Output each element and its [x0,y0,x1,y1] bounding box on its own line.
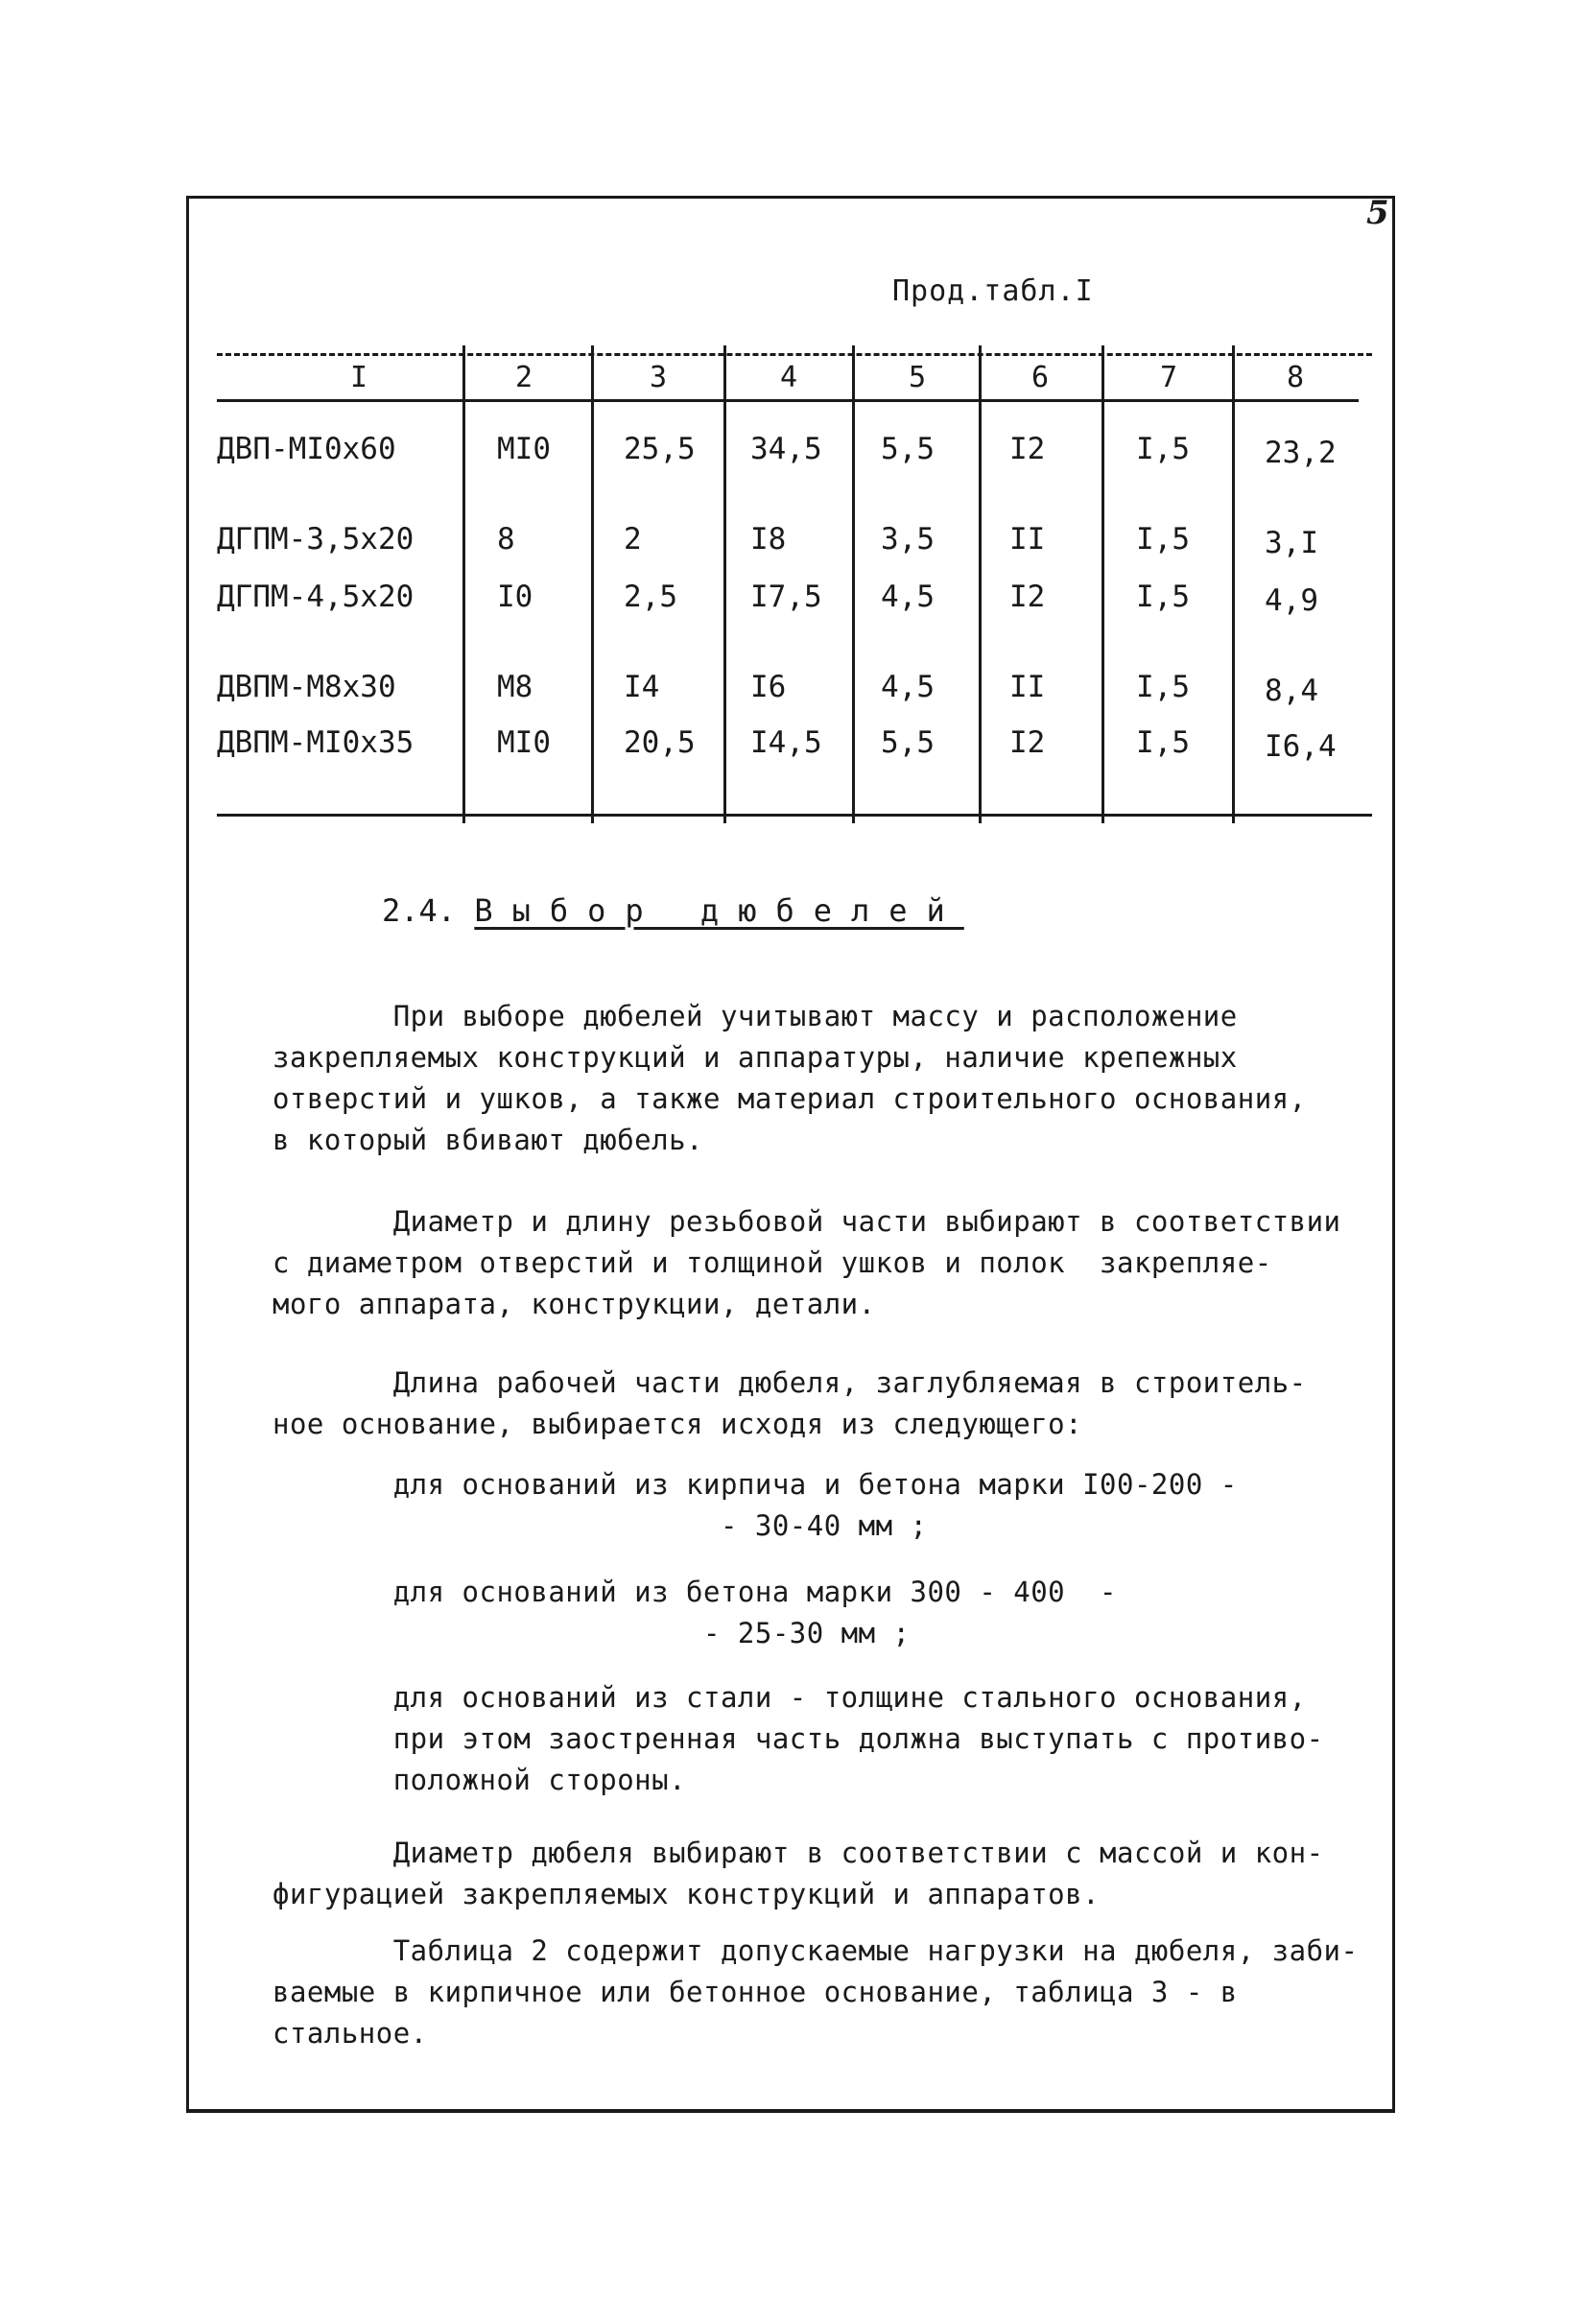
table-cell: I,5 [1136,725,1190,760]
table-cell: I0 [497,580,533,614]
header-rule [217,399,1359,402]
table-top-rule [217,353,1372,356]
table-cell: I,5 [1136,580,1190,614]
table-cell: 4,5 [881,670,935,704]
table-cell: 3,I [1265,526,1318,560]
section-number: 2.4. [382,892,457,929]
header-cell: 6 [1030,361,1050,394]
col-sep [723,345,726,823]
table-cell: 34,5 [750,432,822,466]
table-cell: I7,5 [750,580,822,614]
table-cell: II [1009,522,1046,557]
paragraph: Таблица 2 содержит допускаемые нагрузки на дюбеля, заби- ваемые в кирпичное или бетонное основание, таблица 3 - в стальное. [272,1934,1359,2050]
table-cell: 5,5 [881,725,935,760]
table-cell: I2 [1009,580,1046,614]
header-cell: 8 [1286,361,1305,394]
page-number: 5 [1366,194,1389,232]
paragraph: для оснований из стали - толщине стального основания, при этом заостренная часть должна выступать с противо- положной стороны. [392,1681,1324,1796]
paragraph: Диаметр и длину резьбовой части выбирают в соответствии с диаметром отверстий и толщиной ушков и полок закрепляе- мого аппарата, конструкции, детали. [272,1205,1341,1320]
paragraph: для оснований из бетона марки 300 - 400 - - 25-30 мм ; [392,1576,1118,1649]
table-cell: 2,5 [624,580,677,614]
header-cell: 2 [514,361,533,394]
table-cell: 2 [624,522,642,557]
table-cell: ДВПМ-М8х30 [217,670,396,704]
table-cell: ДВПМ-МI0х35 [217,725,415,760]
table-cell: I,5 [1136,522,1190,557]
table-caption: Прод.табл.I [892,274,1094,308]
paragraph: для оснований из кирпича и бетона марки I00-200 - - 30-40 мм ; [392,1468,1238,1542]
table-cell: 23,2 [1265,436,1337,470]
table-cell: 20,5 [624,725,696,760]
table-cell: 8,4 [1265,674,1318,708]
table-cell: ДВП-МI0х60 [217,432,396,466]
table-cell: I8 [750,522,787,557]
col-sep [591,345,594,823]
table-cell: 3,5 [881,522,935,557]
col-sep [1101,345,1104,823]
table-cell: I,5 [1136,670,1190,704]
table-cell: I6,4 [1265,729,1337,764]
table-cell: 5,5 [881,432,935,466]
table-cell: I4,5 [750,725,822,760]
paragraph: При выборе дюбелей учитывают массу и расположение закрепляемых конструкций и аппаратуры, наличие крепежных отверстий и ушков, а также материал строительного основания, в который вбивают дюбель. [272,1000,1307,1156]
table-cell: I4 [624,670,660,704]
table-cell: МI0 [497,725,551,760]
table-cell: I,5 [1136,432,1190,466]
table-cell: ДГПМ-4,5х20 [217,580,415,614]
table-bottom-rule [217,814,1372,817]
header-cell: 4 [779,361,798,394]
section-heading [382,892,964,929]
table-cell: 4,5 [881,580,935,614]
table-cell: 8 [497,522,515,557]
col-sep [462,345,465,823]
paragraph: Длина рабочей части дюбеля, заглубляемая в строитель- ное основание, выбирается исходя из следующего: [272,1366,1307,1440]
table-cell: МI0 [497,432,551,466]
col-sep [1232,345,1235,823]
header-cell: I [349,361,368,394]
table-cell: 25,5 [624,432,696,466]
table-cell: ДГПМ-3,5х20 [217,522,415,557]
table-cell: II [1009,670,1046,704]
header-cell: 3 [649,361,668,394]
col-sep [852,345,855,823]
section-title: Выбор дюбелей [474,892,964,929]
table-cell: I6 [750,670,787,704]
header-cell: 7 [1159,361,1178,394]
table-cell: М8 [497,670,533,704]
table-cell: I2 [1009,432,1046,466]
table-cell: 4,9 [1265,583,1318,618]
paragraph: Диаметр дюбеля выбирают в соответствии с массой и кон- фигурацией закрепляемых конструкций и аппаратов. [272,1837,1324,1910]
header-cell: 5 [908,361,927,394]
col-sep [979,345,982,823]
table-cell: I2 [1009,725,1046,760]
